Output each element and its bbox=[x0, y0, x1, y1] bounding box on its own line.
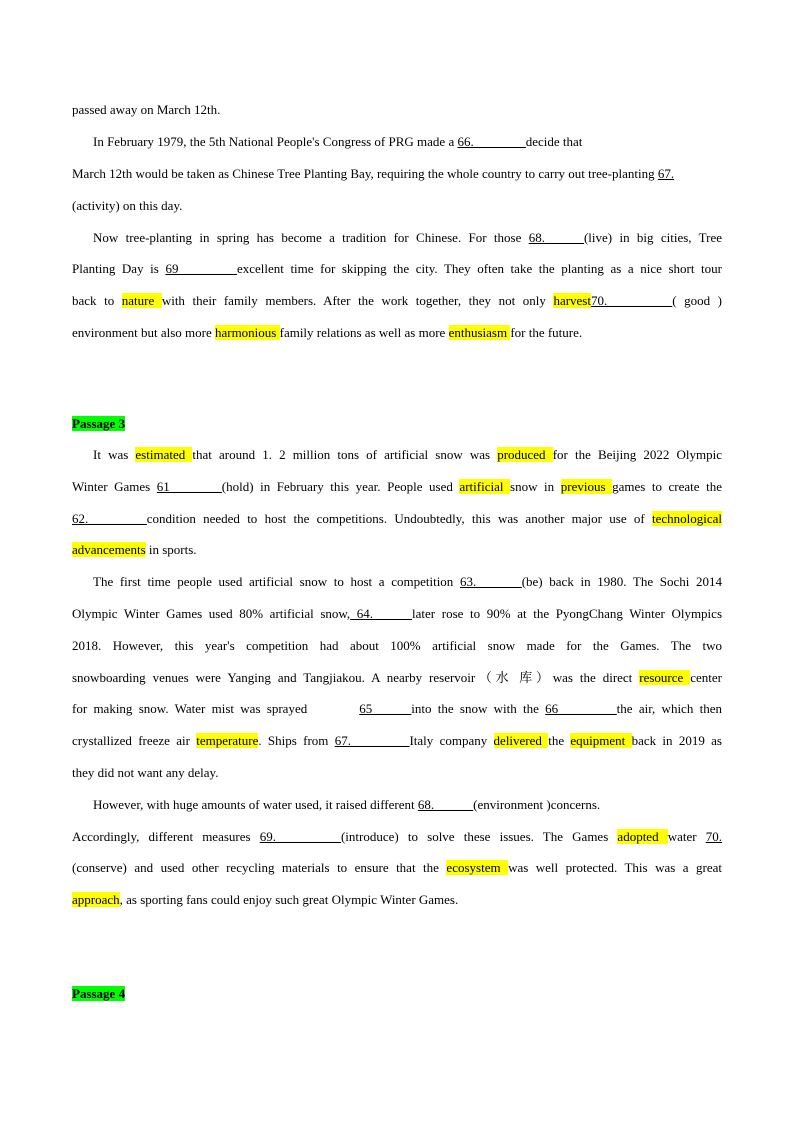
blank-67: 67._________ bbox=[334, 733, 410, 748]
blank-66: 66_________ bbox=[545, 701, 617, 716]
highlight-word: technological bbox=[651, 511, 722, 526]
highlight-word: estimated bbox=[135, 447, 193, 462]
highlight-word: enthusiasm bbox=[448, 325, 511, 340]
highlight-word: advancements bbox=[72, 542, 146, 557]
blank-69: 69_________ bbox=[165, 261, 237, 276]
paragraph-line: they did not want any delay. bbox=[72, 765, 219, 780]
blank-70: 70. bbox=[705, 829, 723, 844]
paragraph-line: passed away on March 12th. bbox=[72, 102, 221, 117]
passage-3-heading bbox=[72, 415, 125, 433]
paragraph-line: However, with huge amounts of water used, it raised different 68.______(environment )concerns. bbox=[93, 797, 601, 812]
highlight-word: equipment bbox=[570, 733, 632, 748]
paragraph-line: (activity) on this day. bbox=[72, 198, 183, 213]
paragraph-line: Accordingly, different measures 69.__________(introduce) to solve these issues. The Games adopted water 70. bbox=[72, 829, 723, 844]
blank-68: 68.______ bbox=[528, 230, 584, 245]
paragraph-line: environment but also more harmonious family relations as well as more enthusiasm for the future. bbox=[72, 325, 583, 340]
highlight-word: artificial bbox=[459, 479, 511, 494]
blank-69: 69.__________ bbox=[259, 829, 341, 844]
paragraph-line: for making snow. Water mist was sprayed 65______into the snow with the 66_________the air, which then bbox=[72, 701, 722, 716]
paragraph-line: 62._________condition needed to host the competitions. Undoubtedly, this was another major use of technological bbox=[72, 511, 722, 526]
highlight-word: adopted bbox=[617, 829, 668, 844]
paragraph-line: approach, as sporting fans could enjoy such great Olympic Winter Games. bbox=[72, 892, 459, 907]
blank-68: 68.______ bbox=[417, 797, 474, 812]
paragraph-line: snowboarding venues were Yanging and Tangjiakou. A nearby reservoir（水 库）was the direct resource center bbox=[72, 670, 722, 685]
paragraph-line: Planting Day is 69_________excellent time for skipping the city. They often take the planting as a nice short tour bbox=[72, 261, 723, 276]
highlight-word: produced bbox=[497, 447, 553, 462]
highlight-word: approach bbox=[72, 892, 120, 907]
passage-4-heading bbox=[72, 985, 125, 1003]
highlight-word: resource bbox=[639, 670, 691, 685]
paragraph-line: Now tree-planting in spring has become a tradition for Chinese. For those 68.______(live) in big cities, Tree bbox=[93, 230, 722, 245]
paragraph-line: March 12th would be taken as Chinese Tree Planting Bay, requiring the whole country to carry out tree-planting 67. bbox=[72, 166, 675, 181]
blank-62: 62._________ bbox=[72, 511, 147, 526]
paragraph-line: The first time people used artificial snow to host a competition 63._______(be) back in 1980. The Sochi 2014 bbox=[93, 574, 722, 589]
highlight-word: nature bbox=[121, 293, 162, 308]
paragraph-line: Olympic Winter Games used 80% artificial snow, 64.______later rose to 90% at the PyongChang Winter Olympics bbox=[72, 606, 722, 621]
blank-67: 67. bbox=[657, 166, 675, 181]
blank-63: 63._______ bbox=[459, 574, 522, 589]
passage-tag: Passage 3 bbox=[72, 416, 126, 431]
highlight-word: temperature bbox=[196, 733, 259, 748]
highlight-word: ecosystem bbox=[446, 860, 509, 875]
paragraph-line: Winter Games 61________(hold) in February this year. People used artificial snow in previous games to create the bbox=[72, 479, 722, 494]
blank-61: 61________ bbox=[156, 479, 222, 494]
highlight-word: harmonious bbox=[214, 325, 280, 340]
highlight-word: delivered bbox=[493, 733, 549, 748]
paragraph-line: (conserve) and used other recycling materials to ensure that the ecosystem was well protected. This was a great bbox=[72, 860, 723, 875]
highlight-word: previous bbox=[560, 479, 613, 494]
blank-64: 64.______ bbox=[350, 606, 413, 621]
paragraph-line: advancements in sports. bbox=[72, 542, 197, 557]
blank-66: 66.________ bbox=[457, 134, 526, 149]
paragraph-line: crystallized freeze air temperature. Ships from 67._________Italy company delivered the equipment back in 2019 as bbox=[72, 733, 722, 748]
passage-tag: Passage 4 bbox=[72, 986, 126, 1001]
paragraph-line: It was estimated that around 1. 2 million tons of artificial snow was produced for the Beijing 2022 Olympic bbox=[93, 447, 722, 462]
paragraph-line: In February 1979, the 5th National People's Congress of PRG made a 66.________decide that bbox=[93, 134, 583, 149]
highlight-word: harvest bbox=[553, 293, 591, 308]
blank-70: 70.__________ bbox=[590, 293, 673, 308]
paragraph-line: back to nature with their family members. After the work together, they not only harvest70.__________( good ) bbox=[72, 293, 723, 308]
blank-65: 65______ bbox=[359, 701, 412, 716]
paragraph-line: 2018. However, this year's competition had about 100% artificial snow made for the Games. The two bbox=[72, 638, 722, 653]
